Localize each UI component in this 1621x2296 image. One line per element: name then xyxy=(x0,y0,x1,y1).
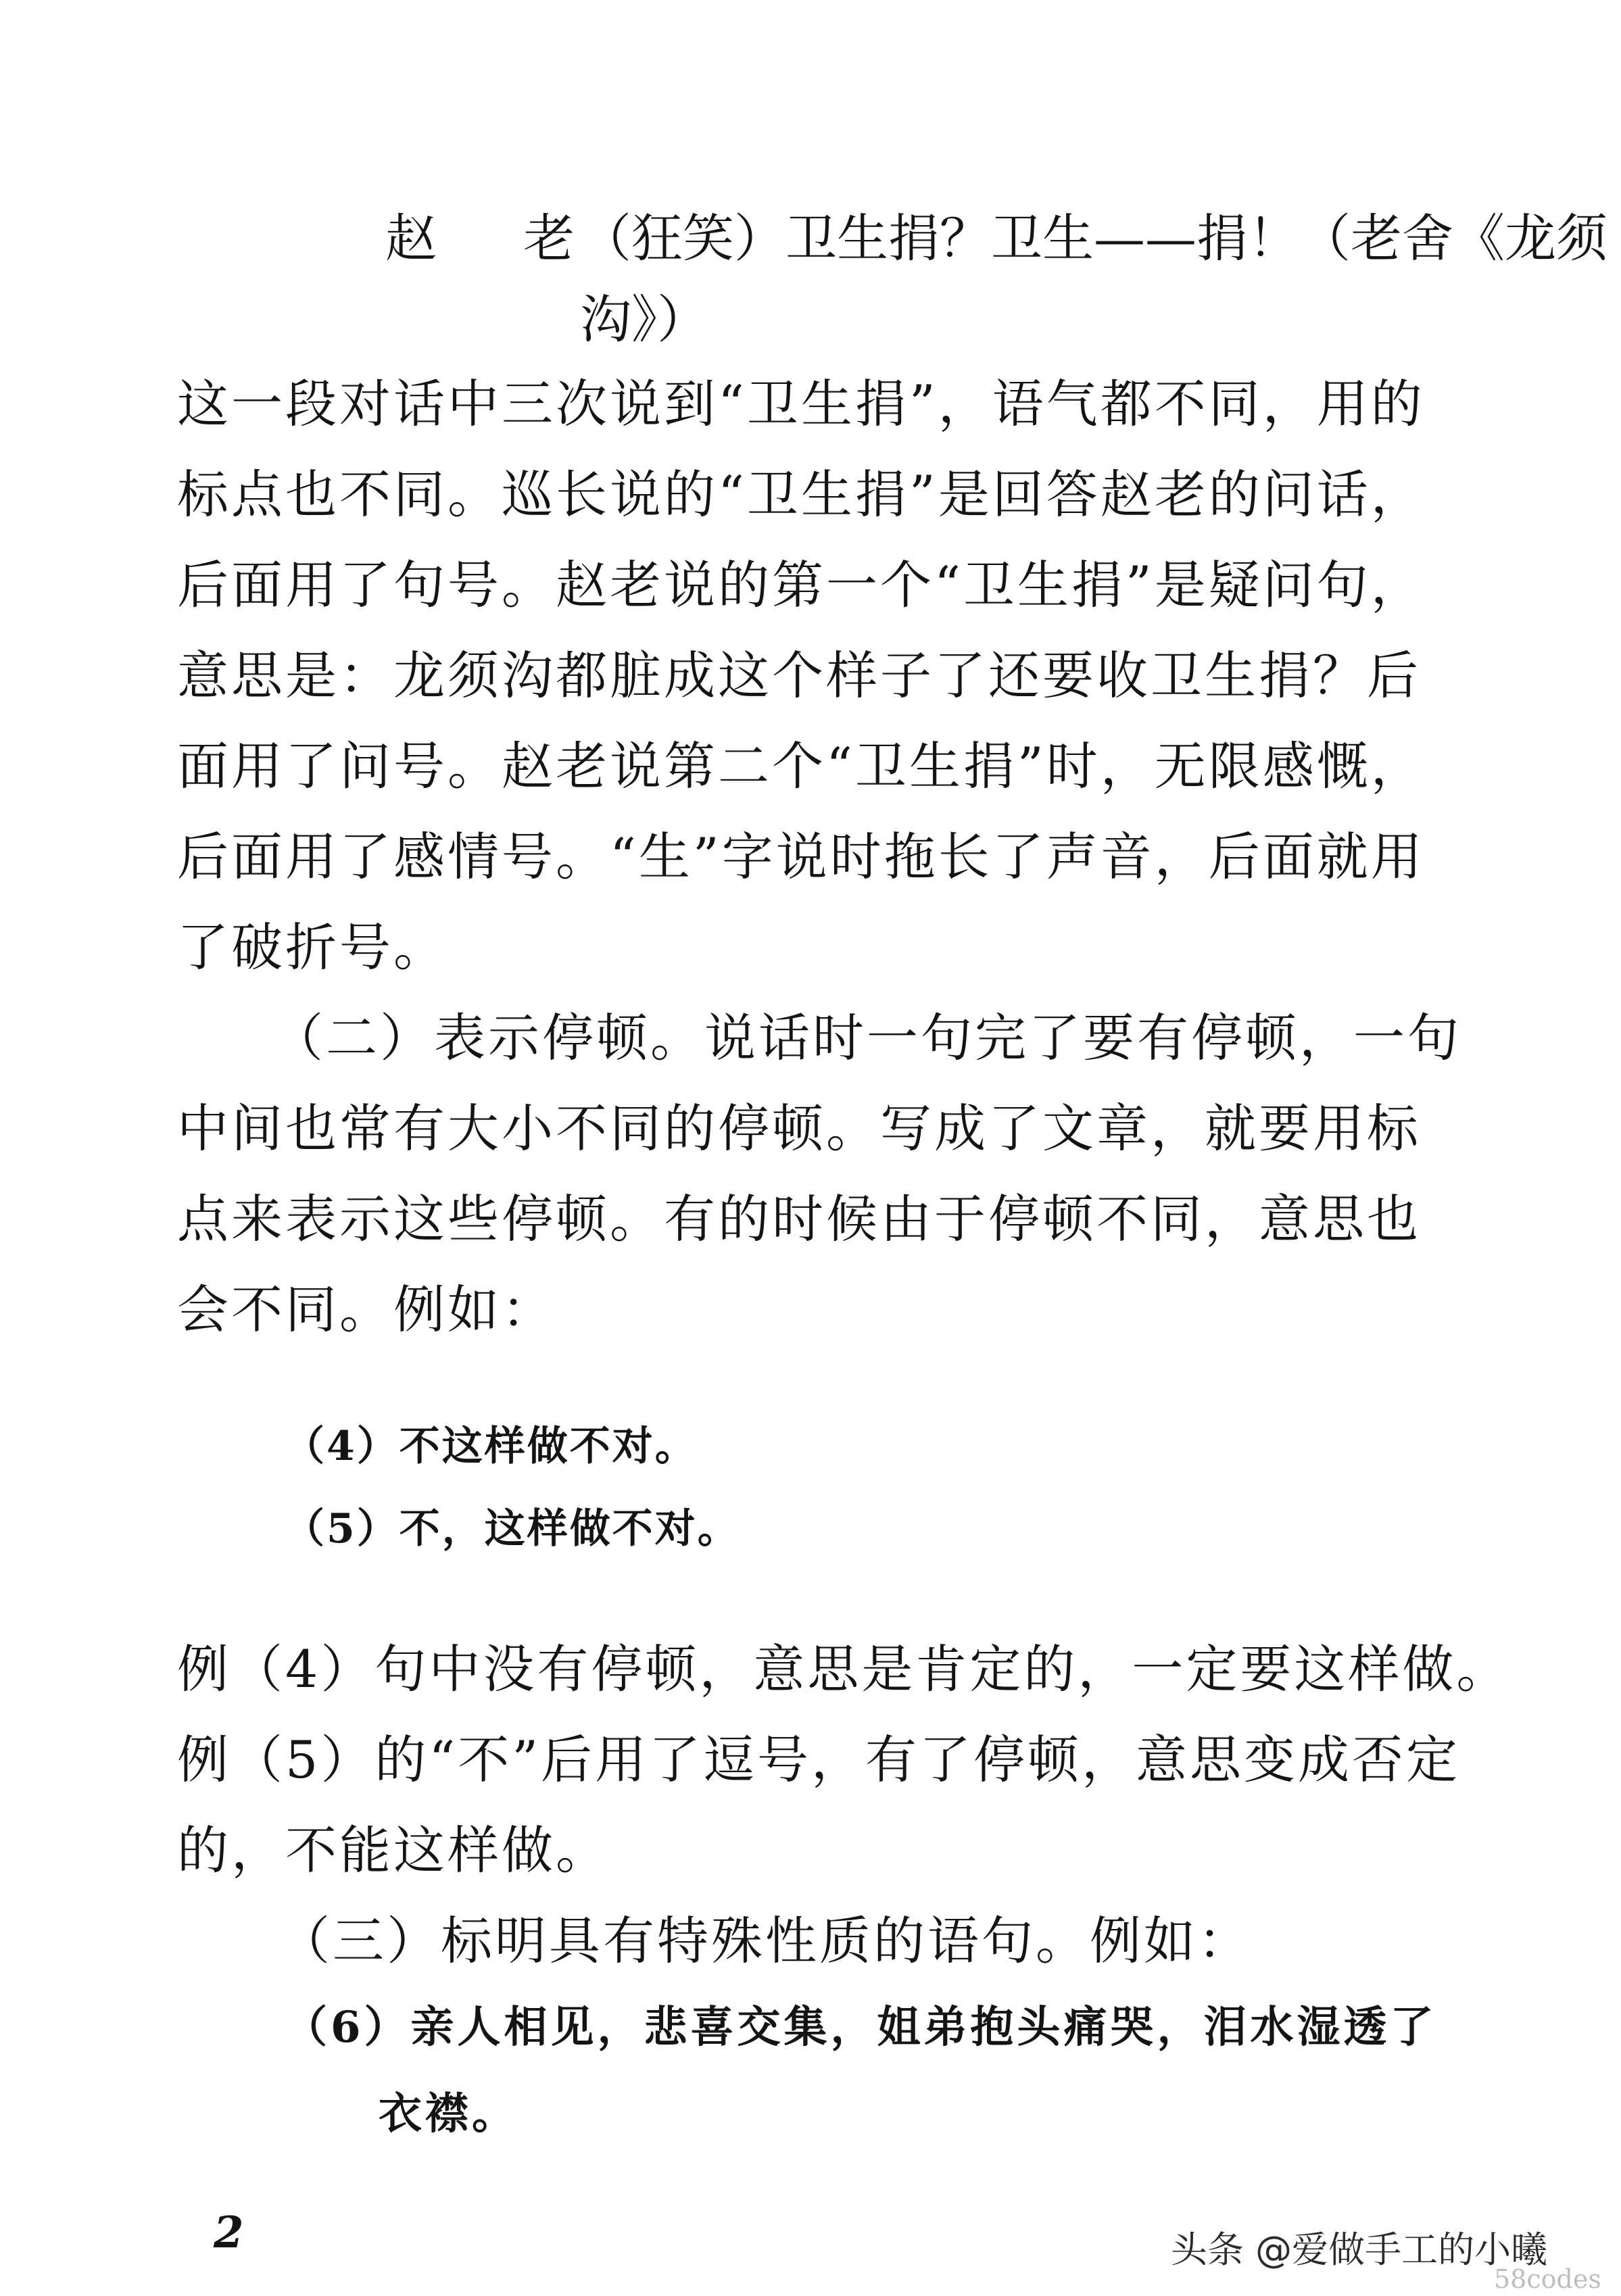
paragraph1-line: 后面用了感情号。“生”字说时拖长了声音，后面就用 xyxy=(177,827,1425,887)
paragraph1-line: 后面用了句号。赵老说的第一个“卫生捐”是疑问句， xyxy=(177,555,1425,615)
speaker-name: 赵 老 xyxy=(385,208,610,268)
paragraph1-line: 意思是：龙须沟都脏成这个样子了还要收卫生捐？后 xyxy=(177,645,1421,706)
paragraph1-line: 这一段对话中三次说到“卫生捐”，语气都不同，用的 xyxy=(177,374,1425,434)
paragraph1-line: 了破折号。 xyxy=(177,917,447,977)
paragraph2-line: 中间也常有大小不同的停顿。写成了文章，就要用标 xyxy=(177,1098,1421,1158)
example-6: （6）亲人相见，悲喜交集，姐弟抱头痛哭，泪水湿透了 xyxy=(284,2002,1437,2053)
paragraph2-line: 会不同。例如： xyxy=(177,1279,556,1340)
paragraph2-line: （二）表示停顿。说话时一句完了要有停顿，一句 xyxy=(272,1008,1461,1068)
example-5: （5）不，这样做不对。 xyxy=(284,1505,740,1553)
watermark-author: 头条 @爱做手工的小曦 xyxy=(1171,2228,1548,2271)
paragraph2-line: 点来表示这些停顿。有的时候由于停顿不同，意思也 xyxy=(177,1189,1421,1249)
paragraph3-line: 例（5）的“不”后用了逗号，有了停顿，意思变成否定 xyxy=(177,1730,1461,1790)
paragraph3-line: 的，不能这样做。 xyxy=(177,1820,610,1880)
watermark-site: 58codes xyxy=(1494,2264,1601,2294)
paragraph4-line: （三）标明具有特殊性质的语句。例如： xyxy=(279,1911,1252,1971)
paragraph3-line: 例（4）句中没有停顿，意思是肯定的，一定要这样做。 xyxy=(177,1639,1511,1699)
paragraph1-line: 标点也不同。巡长说的“卫生捐”是回答赵老的问话， xyxy=(177,464,1425,524)
example-6-continued: 衣襟。 xyxy=(379,2089,518,2139)
speaker-line-continued: 沟》） xyxy=(580,289,708,349)
speaker-line: （狂笑）卫生捐？卫生——捐！（老舍《龙须 xyxy=(580,208,1607,268)
page-number: 2 xyxy=(214,2207,244,2258)
example-4: （4）不这样做不对。 xyxy=(284,1423,698,1470)
paragraph1-line: 面用了问号。赵老说第二个“卫生捐”时，无限感慨， xyxy=(177,736,1425,796)
